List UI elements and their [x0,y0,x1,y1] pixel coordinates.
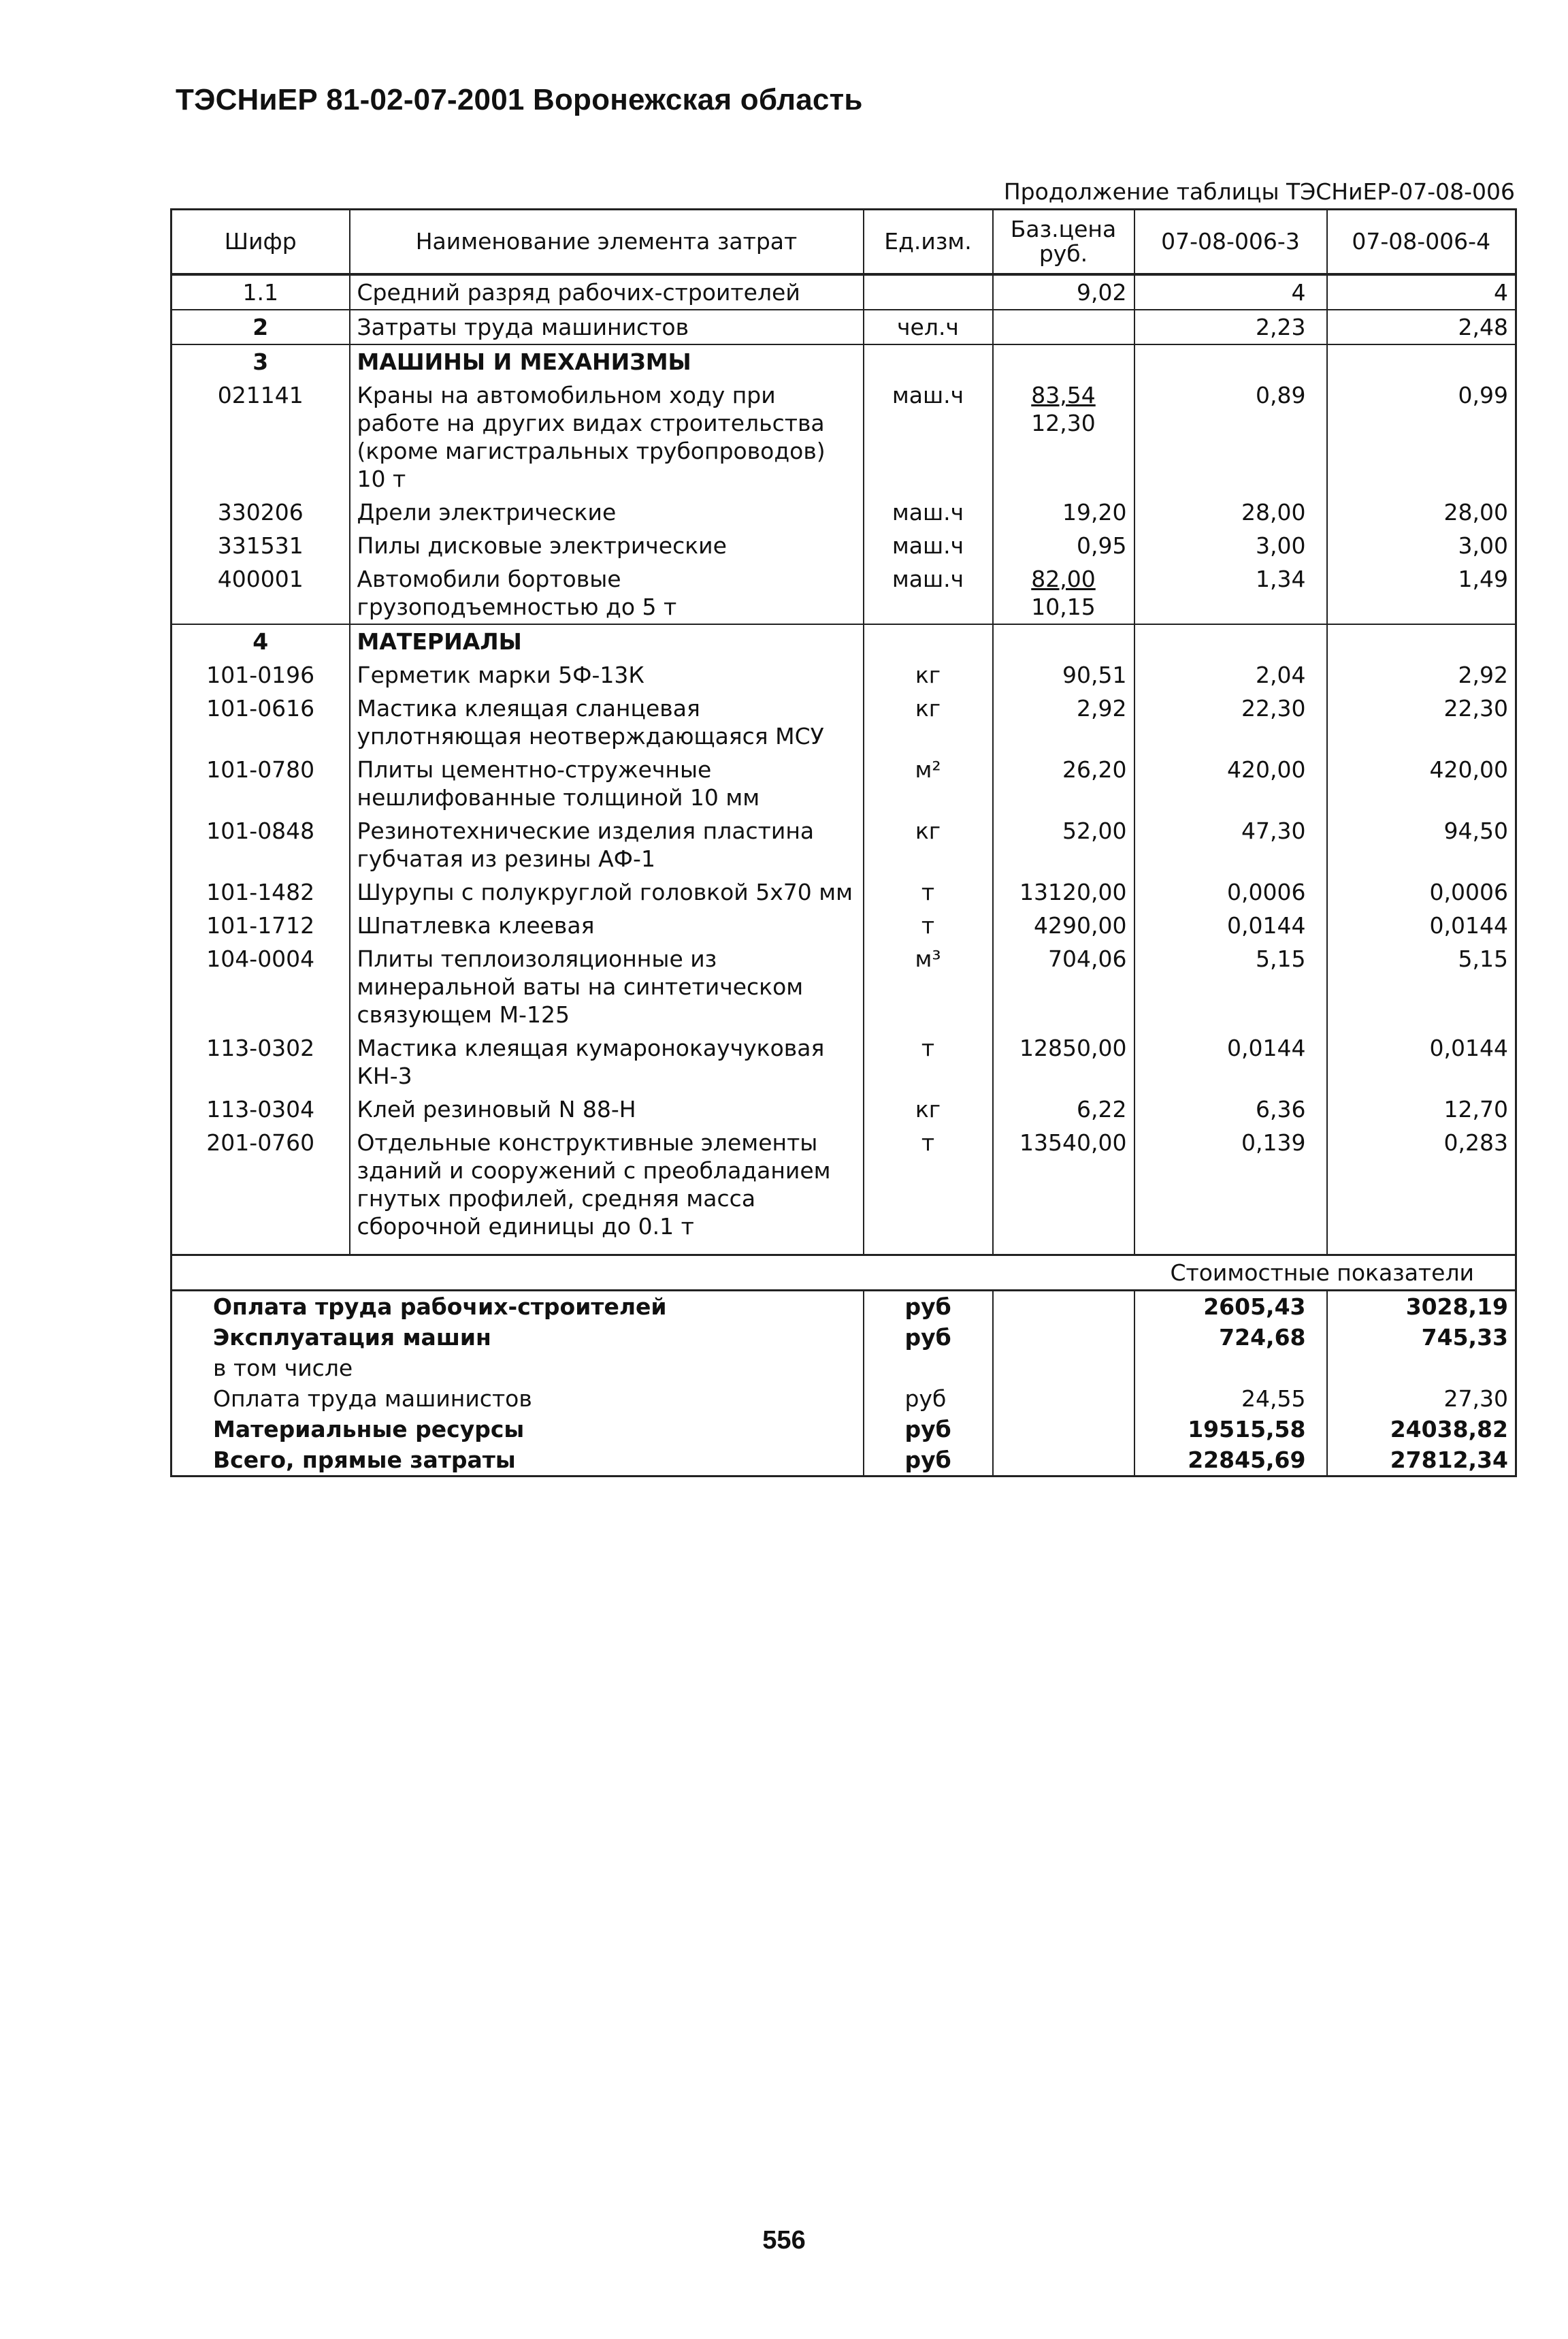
row-value-norm-4: 420,00 [1327,753,1516,814]
row-base-price [993,310,1134,344]
row-unit: т [864,1031,993,1093]
summary-value-norm-3: 724,68 [1134,1322,1327,1353]
row-value-norm-3: 0,0144 [1134,1031,1327,1093]
row-value-norm-3: 420,00 [1134,753,1327,814]
summary-value-norm-4 [1327,1353,1516,1383]
row-unit [864,624,993,658]
row-name: Мастика клеящая сланцевая уплотняющая неотверждающаяся МСУ [350,692,864,753]
summary-empty [993,1353,1134,1383]
spacer-cell [864,1243,993,1255]
header-base-price: Баз.цена руб. [993,210,1134,275]
summary-value-norm-4: 27812,34 [1327,1445,1516,1477]
header-norm-4: 07-08-006-4 [1327,210,1516,275]
summary-unit: руб [864,1383,993,1414]
row-base-price: 13540,00 [993,1126,1134,1243]
summary-value-norm-3: 2605,43 [1134,1291,1327,1323]
row-value-norm-4: 0,0006 [1327,875,1516,909]
summary-empty [993,1322,1134,1353]
table-row [172,875,1516,909]
header-norm-3: 07-08-006-3 [1134,210,1327,275]
row-base-price [993,378,1134,496]
table-row [172,378,1516,496]
table-row [172,529,1516,562]
row-name: Дрели электрические [350,496,864,529]
page-number: 556 [762,2226,806,2255]
row-code: 101-0196 [172,658,350,692]
resource-table [170,208,1517,1477]
summary-unit: руб [864,1414,993,1445]
row-name: Плиты цементно-стружечные нешлифованные толщиной 10 мм [350,753,864,814]
summary-unit: руб [864,1291,993,1323]
summary-label: Оплата труда машинистов [172,1383,864,1414]
summary-empty [993,1445,1134,1477]
row-value-norm-4: 0,0144 [1327,909,1516,942]
row-unit: м³ [864,942,993,1031]
row-base-price: 4290,00 [993,909,1134,942]
summary-value-norm-4: 3028,19 [1327,1291,1516,1323]
summary-caption-row [172,1255,1516,1291]
table-row [172,909,1516,942]
row-code: 101-0848 [172,814,350,875]
row-name: Затраты труда машинистов [350,310,864,344]
table-row [172,1093,1516,1126]
row-value-norm-3: 2,23 [1134,310,1327,344]
row-unit: маш.ч [864,562,993,624]
row-value-norm-4: 12,70 [1327,1093,1516,1126]
row-base-price: 26,20 [993,753,1134,814]
row-value-norm-4: 22,30 [1327,692,1516,753]
row-value-norm-4: 28,00 [1327,496,1516,529]
row-value-norm-4 [1327,624,1516,658]
summary-value-norm-3: 24,55 [1134,1383,1327,1414]
row-code: 4 [172,624,350,658]
table-row [172,496,1516,529]
row-value-norm-3: 3,00 [1134,529,1327,562]
table-row [172,274,1516,310]
row-code: 101-1712 [172,909,350,942]
spacer-cell [1134,1243,1327,1255]
row-value-norm-3: 0,139 [1134,1126,1327,1243]
row-unit [864,274,993,310]
row-base-price: 2,92 [993,692,1134,753]
row-unit: кг [864,692,993,753]
row-unit: маш.ч [864,529,993,562]
row-code: 101-0780 [172,753,350,814]
table-row [172,658,1516,692]
row-unit [864,344,993,378]
summary-label: Эксплуатация машин [172,1322,864,1353]
row-name: Шурупы с полукруглой головкой 5х70 мм [350,875,864,909]
row-code: 3 [172,344,350,378]
base-price-wage: 10,15 [1031,594,1096,620]
row-name: МАТЕРИАЛЫ [350,624,864,658]
table-body [172,274,1516,1243]
table-row [172,344,1516,378]
row-value-norm-4: 0,99 [1327,378,1516,496]
summary-value-norm-4: 745,33 [1327,1322,1516,1353]
summary-row [172,1414,1516,1445]
row-value-norm-4: 1,49 [1327,562,1516,624]
header-row [172,210,1516,275]
row-name: Шпатлевка клеевая [350,909,864,942]
row-unit: т [864,909,993,942]
row-code: 2 [172,310,350,344]
summary-value-norm-3: 19515,58 [1134,1414,1327,1445]
row-base-price [993,344,1134,378]
summary-label: в том числе [172,1353,864,1383]
summary-row [172,1322,1516,1353]
row-value-norm-4: 5,15 [1327,942,1516,1031]
summary-row [172,1291,1516,1323]
row-name: Мастика клеящая кумаронокаучуковая КН-3 [350,1031,864,1093]
summary-unit [864,1353,993,1383]
row-base-price: 6,22 [993,1093,1134,1126]
row-name: Клей резиновый N 88-Н [350,1093,864,1126]
row-name: Краны на автомобильном ходу при работе на других видах строительства (кроме магистральных трубопроводов) 10 т [350,378,864,496]
row-value-norm-3: 0,0144 [1134,909,1327,942]
row-name: МАШИНЫ И МЕХАНИЗМЫ [350,344,864,378]
row-base-price: 52,00 [993,814,1134,875]
row-value-norm-3 [1134,624,1327,658]
summary-value-norm-3 [1134,1353,1327,1383]
row-code: 113-0302 [172,1031,350,1093]
row-value-norm-4: 3,00 [1327,529,1516,562]
summary-empty [993,1414,1134,1445]
row-value-norm-3 [1134,344,1327,378]
summary-empty [993,1383,1134,1414]
row-code: 400001 [172,562,350,624]
document-title: ТЭСНиЕР 81-02-07-2001 Воронежская область [176,83,863,116]
summary-label: Всего, прямые затраты [172,1445,864,1477]
table-header [172,210,1516,275]
summary-label: Оплата труда рабочих-строителей [172,1291,864,1323]
row-value-norm-4: 0,283 [1327,1126,1516,1243]
row-name: Средний разряд рабочих-строителей [350,274,864,310]
row-value-norm-3: 0,89 [1134,378,1327,496]
summary-row [172,1353,1516,1383]
row-base-price: 704,06 [993,942,1134,1031]
row-name: Резинотехнические изделия пластина губчатая из резины АФ-1 [350,814,864,875]
row-code: 331531 [172,529,350,562]
row-code: 104-0004 [172,942,350,1031]
base-price-total: 83,54 [1031,382,1096,408]
row-unit: м² [864,753,993,814]
row-value-norm-4: 4 [1327,274,1516,310]
row-unit: кг [864,814,993,875]
summary-value-norm-3: 22845,69 [1134,1445,1327,1477]
row-base-price: 9,02 [993,274,1134,310]
header-code: Шифр [172,210,350,275]
row-name: Плиты теплоизоляционные из минеральной ваты на синтетическом связующем М-125 [350,942,864,1031]
row-value-norm-4: 94,50 [1327,814,1516,875]
row-unit: т [864,875,993,909]
header-name: Наименование элемента затрат [350,210,864,275]
summary-value-norm-4: 27,30 [1327,1383,1516,1414]
table-row [172,1031,1516,1093]
row-base-price: 13120,00 [993,875,1134,909]
summary-caption: Стоимостные показатели [1170,1259,1474,1286]
spacer-cell [1327,1243,1516,1255]
row-unit: маш.ч [864,378,993,496]
row-name: Автомобили бортовые грузоподъемностью до 5 т [350,562,864,624]
row-name: Герметик марки 5Ф-13К [350,658,864,692]
row-base-price: 90,51 [993,658,1134,692]
table-row [172,562,1516,624]
summary-row [172,1445,1516,1477]
row-unit: кг [864,1093,993,1126]
row-base-price: 19,20 [993,496,1134,529]
row-value-norm-3: 0,0006 [1134,875,1327,909]
row-value-norm-3: 4 [1134,274,1327,310]
summary-unit: руб [864,1445,993,1477]
base-price-wage: 12,30 [1031,410,1096,436]
spacer-cell [993,1243,1134,1255]
spacer-cell [172,1243,350,1255]
row-base-price: 12850,00 [993,1031,1134,1093]
table-row [172,753,1516,814]
row-value-norm-3: 2,04 [1134,658,1327,692]
row-unit: т [864,1126,993,1243]
row-value-norm-4: 2,92 [1327,658,1516,692]
table-row [172,692,1516,753]
row-code: 021141 [172,378,350,496]
table-row [172,1126,1516,1243]
row-value-norm-3: 6,36 [1134,1093,1327,1126]
row-unit: чел.ч [864,310,993,344]
row-value-norm-3: 1,34 [1134,562,1327,624]
row-code: 1.1 [172,274,350,310]
row-base-price: 0,95 [993,529,1134,562]
summary-unit: руб [864,1322,993,1353]
header-unit: Ед.изм. [864,210,993,275]
row-unit: маш.ч [864,496,993,529]
table-row [172,310,1516,344]
row-code: 201-0760 [172,1126,350,1243]
row-value-norm-3: 22,30 [1134,692,1327,753]
base-price-total: 82,00 [1031,566,1096,592]
spacer-cell [350,1243,864,1255]
row-code: 113-0304 [172,1093,350,1126]
summary-value-norm-4: 24038,82 [1327,1414,1516,1445]
table-row [172,624,1516,658]
row-base-price [993,562,1134,624]
row-value-norm-4 [1327,344,1516,378]
table-continuation-note: Продолжение таблицы ТЭСНиЕР-07-08-006 [1003,178,1515,205]
row-name: Отдельные конструктивные элементы зданий и сооружений с преобладанием гнутых профилей, средняя масса сборочной единицы до 0.1 т [350,1126,864,1243]
row-code: 330206 [172,496,350,529]
row-value-norm-3: 28,00 [1134,496,1327,529]
row-value-norm-4: 0,0144 [1327,1031,1516,1093]
row-value-norm-4: 2,48 [1327,310,1516,344]
resource-table-container [170,208,1515,1477]
summary-section [172,1243,1516,1477]
table-row [172,814,1516,875]
row-code: 101-0616 [172,692,350,753]
summary-empty [993,1291,1134,1323]
row-unit: кг [864,658,993,692]
spacer-row [172,1243,1516,1255]
row-value-norm-3: 47,30 [1134,814,1327,875]
row-value-norm-3: 5,15 [1134,942,1327,1031]
summary-label: Материальные ресурсы [172,1414,864,1445]
table-row [172,942,1516,1031]
summary-row [172,1383,1516,1414]
row-name: Пилы дисковые электрические [350,529,864,562]
row-code: 101-1482 [172,875,350,909]
row-base-price [993,624,1134,658]
